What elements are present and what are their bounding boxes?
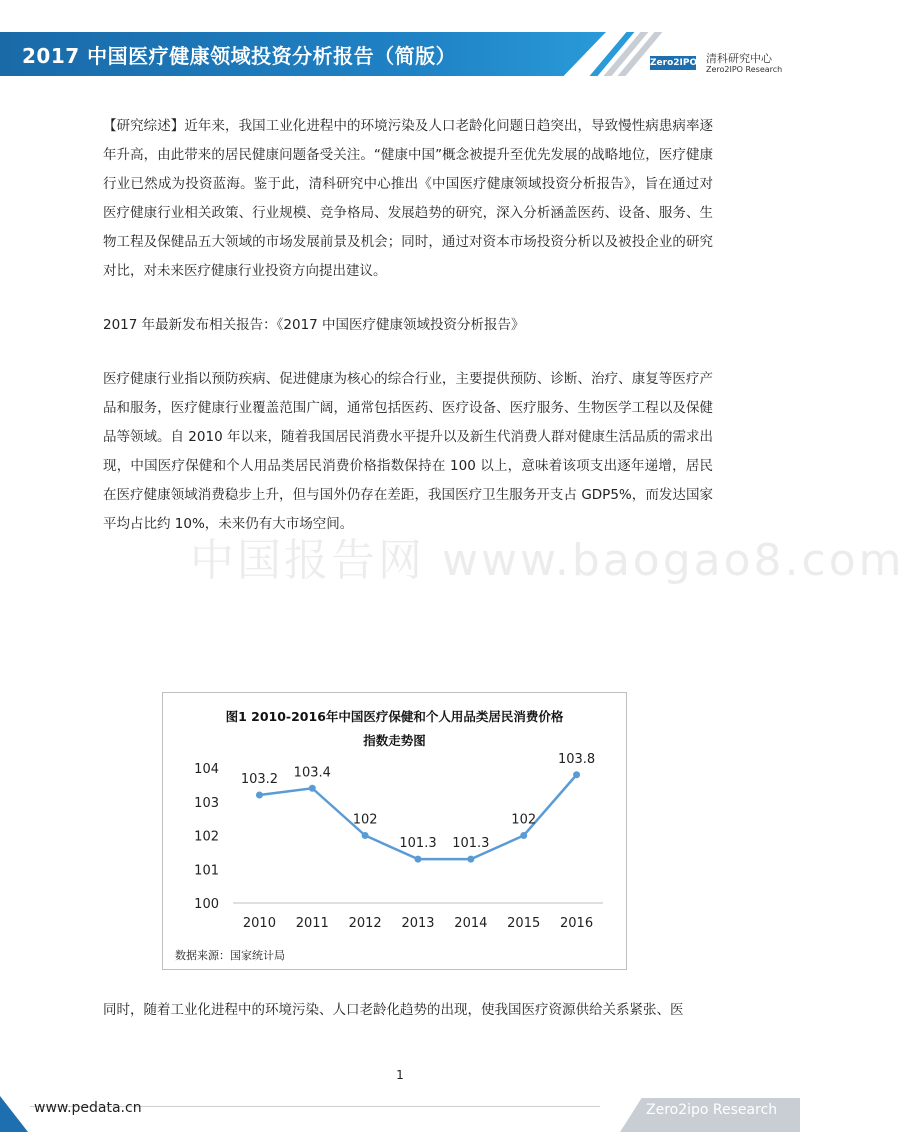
industry-overview-paragraph: 医疗健康行业指以预防疾病、促进健康为核心的综合行业，主要提供预防、诊断、治疗、康复等医疗产品和服务，医疗健康行业覆盖范围广阔，通常包括医药、医疗设备、医疗服务、生物医学工程以及保健品等领域。自 2010 年以来，随着我国居民消费水平提升以及新生代消费人群对健康生活品质的需求出现，中国医疗保健和个人用品类居民消费价格指数保持在 100 以上，意味着该项支出逐年递增，居民在医疗健康领域消费稳步上升，但与国外仍存在差距，我国医疗卫生服务开支占 GDP5%，而发达国家平均占比约 10%，未来仍有大市场空间。 <box>103 371 713 532</box>
data-point <box>256 792 263 799</box>
related-report-paragraph: 2017 年最新发布相关报告：《2017 中国医疗健康领域投资分析报告》 <box>103 317 525 333</box>
data-point <box>415 856 422 863</box>
footer-url: www.pedata.cn <box>34 1100 142 1116</box>
data-label: 103.4 <box>293 765 331 781</box>
continued-paragraph: 同时，随着工业化进程中的环境污染、人口老龄化趋势的出现，使我国医疗资源供给关系紧张、医 <box>103 1002 684 1018</box>
data-label: 103.8 <box>557 751 596 767</box>
data-label: 102 <box>511 812 537 828</box>
cpi-line-chart <box>163 693 626 943</box>
research-summary-paragraph: 【研究综述】近年来，我国工业化进程中的环境污染及人口老龄化问题日趋突出，导致慢性病患病率逐年升高，由此带来的居民健康问题备受关注。“健康中国”概念被提升至优先发展的战略地位，医疗健康行业已然成为投资蓝海。鉴于此，清科研究中心推出《中国医疗健康领域投资分析报告》，旨在通过对医疗健康行业相关政策、行业规模、竞争格局、发展趋势的研究，深入分析涵盖医药、设备、服务、生物工程及保健品五大领域的市场发展前景及机会；同时，通过对资本市场投资分析以及被投企业的研究对比，对未来医疗健康行业投资方向提出建议。 <box>103 118 713 279</box>
x-tick-label: 2016 <box>560 916 594 931</box>
chart-title-line2: 指数走势图 <box>363 733 426 748</box>
y-tick-label: 101 <box>194 863 219 879</box>
data-point <box>309 785 316 792</box>
data-label: 101.3 <box>452 836 490 852</box>
y-tick-label: 104 <box>194 762 219 777</box>
chart-title-line1: 图1 2010-2016年中国医疗保健和个人用品类居民消费价格 <box>225 709 564 724</box>
data-point <box>362 832 369 839</box>
data-label: 102 <box>352 812 378 828</box>
chart-source: 数据来源：国家统计局 <box>175 949 285 962</box>
data-point <box>573 771 580 778</box>
x-tick-label: 2014 <box>454 916 488 931</box>
x-tick-label: 2011 <box>295 916 329 931</box>
x-tick-label: 2012 <box>348 916 382 931</box>
page-header <box>0 0 800 86</box>
x-tick-label: 2013 <box>401 916 435 931</box>
logo-cn-text: 清科研究中心 <box>706 52 772 65</box>
data-point <box>520 832 527 839</box>
cpi-chart-figure <box>162 692 627 970</box>
page-number: 1 <box>396 1068 404 1082</box>
footer-accent <box>0 1096 28 1132</box>
report-title: 2017 中国医疗健康领域投资分析报告（简版） <box>22 44 457 68</box>
y-tick-label: 100 <box>194 897 219 912</box>
zero2ipo-logo <box>650 50 800 80</box>
logo-en-text: Zero2IPO Research <box>706 65 783 74</box>
x-tick-label: 2010 <box>242 916 276 931</box>
y-tick-label: 103 <box>194 795 219 811</box>
report-body <box>103 112 713 564</box>
logo-mark: Zero2IPO <box>650 58 698 68</box>
data-point <box>467 856 474 863</box>
data-label: 101.3 <box>399 836 437 852</box>
y-tick-label: 102 <box>194 829 219 845</box>
watermark: 中国报告网 www.baogao8.com <box>190 535 904 586</box>
data-label: 103.2 <box>240 772 279 787</box>
footer-brand: Zero2ipo Research <box>646 1102 778 1118</box>
x-tick-label: 2015 <box>507 916 541 931</box>
